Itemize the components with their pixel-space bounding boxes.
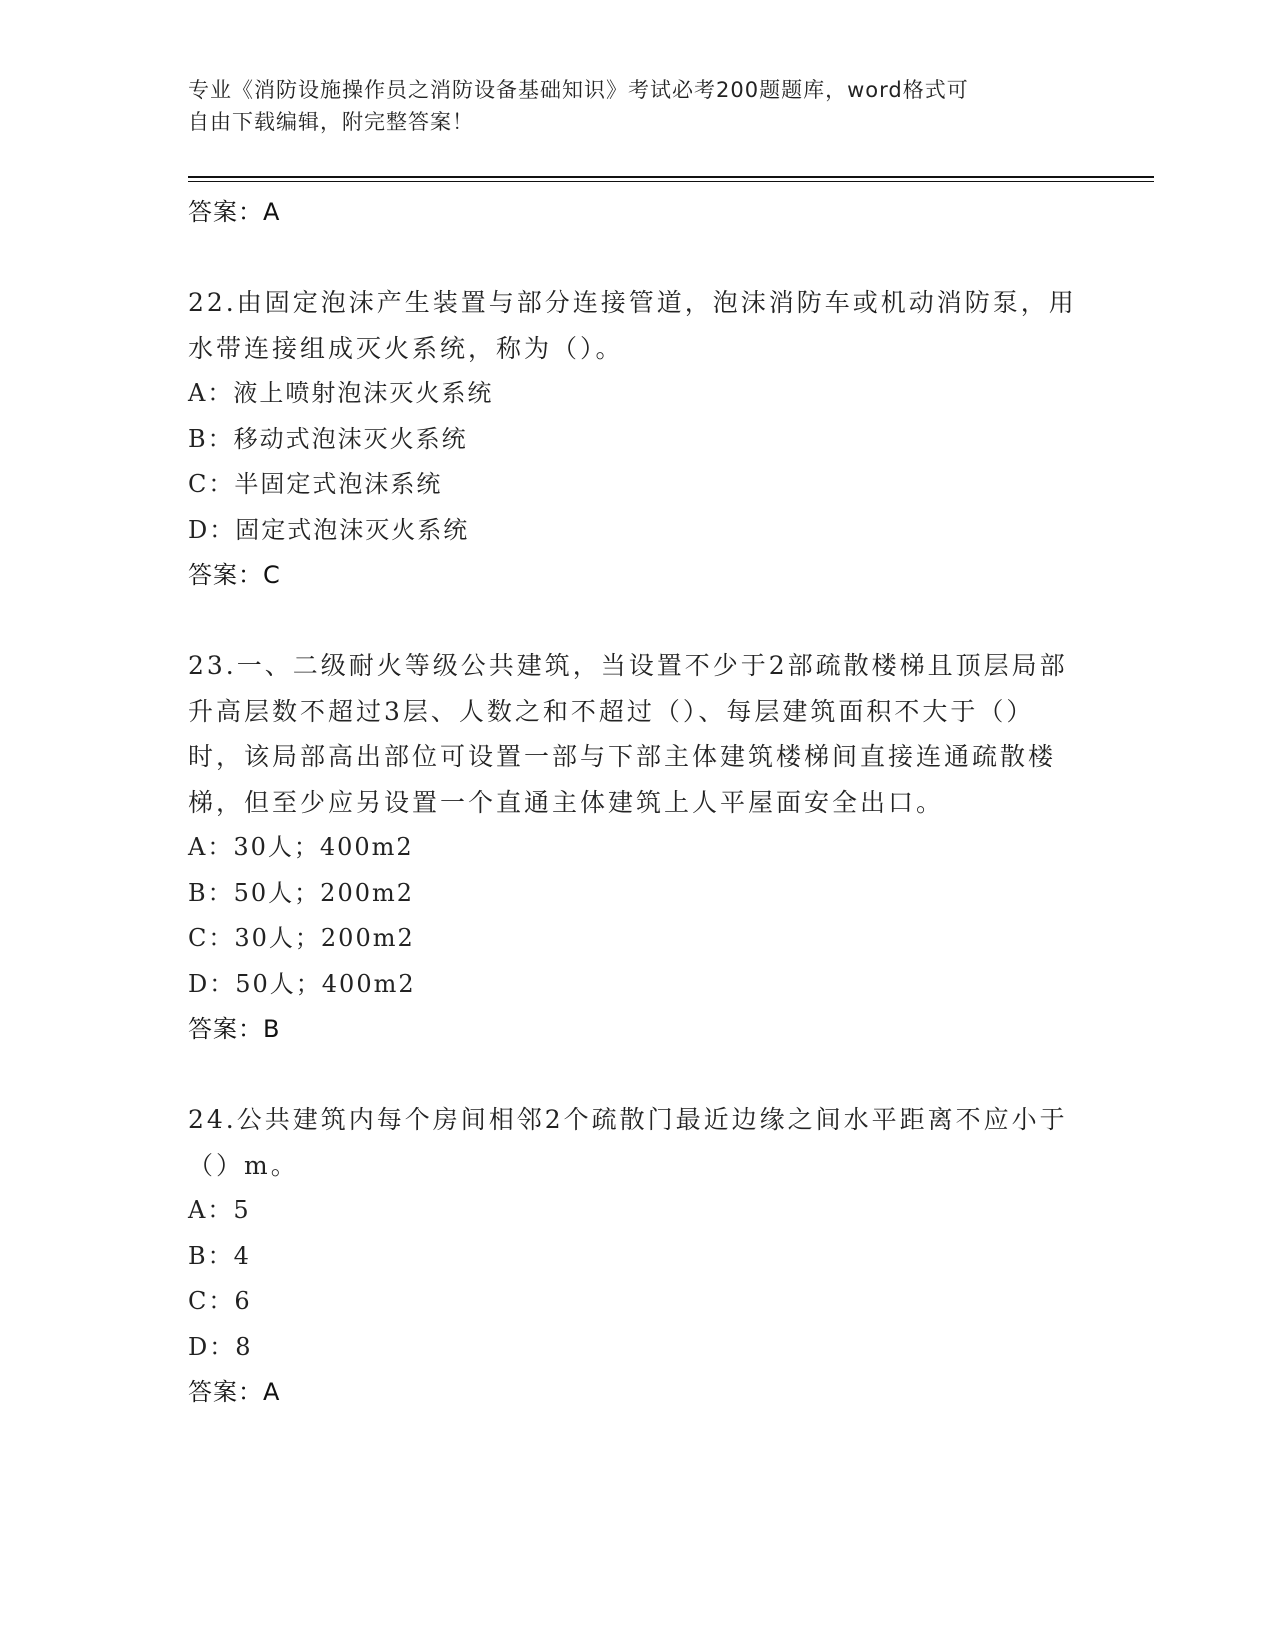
question-stem: 24.公共建筑内每个房间相邻2个疏散门最近边缘之间水平距离不应小于（）m。 (188, 1105, 1068, 1180)
header-line-2: 自由下载编辑，附完整答案！ (188, 110, 474, 134)
question-stem: 22.由固定泡沫产生装置与部分连接管道，泡沫消防车或机动消防泵，用水带连接组成灭火系统，称为（）。 (188, 288, 1077, 363)
answer-line: 答案：C (188, 561, 281, 589)
previous-answer: 答案：A (188, 198, 281, 226)
option-a: A：液上喷射泡沫灭火系统 (188, 379, 494, 407)
option-c: C：6 (188, 1287, 252, 1315)
question-22 (188, 280, 1088, 597)
option-c: C：半固定式泡沫系统 (188, 470, 443, 498)
option-d: D：8 (188, 1332, 253, 1361)
question-list (188, 190, 1088, 1414)
question-24 (188, 1097, 1088, 1414)
question-stem: 23.一、二级耐火等级公共建筑，当设置不少于2部疏散楼梯且顶层局部升高层数不超过3层、人数之和不超过（）、每层建筑面积不大于（）时，该局部高出部位可设置一部与下部主体建筑楼梯间直接连通疏散楼梯，但至少应另设置一个直通主体建筑上人平屋面安全出口。 (188, 651, 1068, 817)
option-b: B：移动式泡沫灭火系统 (188, 424, 468, 453)
answer-line: 答案：B (188, 1015, 281, 1043)
option-a: A：30人；400m2 (188, 833, 414, 861)
option-b: B：4 (188, 1241, 251, 1270)
header-divider-thick (188, 176, 1154, 178)
option-b: B：50人；200m2 (188, 878, 415, 907)
option-a: A：5 (188, 1196, 251, 1224)
option-d: D：50人；400m2 (188, 969, 416, 998)
document-header (188, 74, 1068, 138)
answer-line: 答案：A (188, 1378, 281, 1406)
header-line-1: 专业《消防设施操作员之消防设备基础知识》考试必考200题题库，word格式可 (188, 78, 969, 102)
option-c: C：30人；200m2 (188, 924, 415, 952)
header-divider-thin (188, 181, 1154, 182)
option-d: D：固定式泡沫灭火系统 (188, 515, 470, 544)
question-23 (188, 643, 1088, 1051)
